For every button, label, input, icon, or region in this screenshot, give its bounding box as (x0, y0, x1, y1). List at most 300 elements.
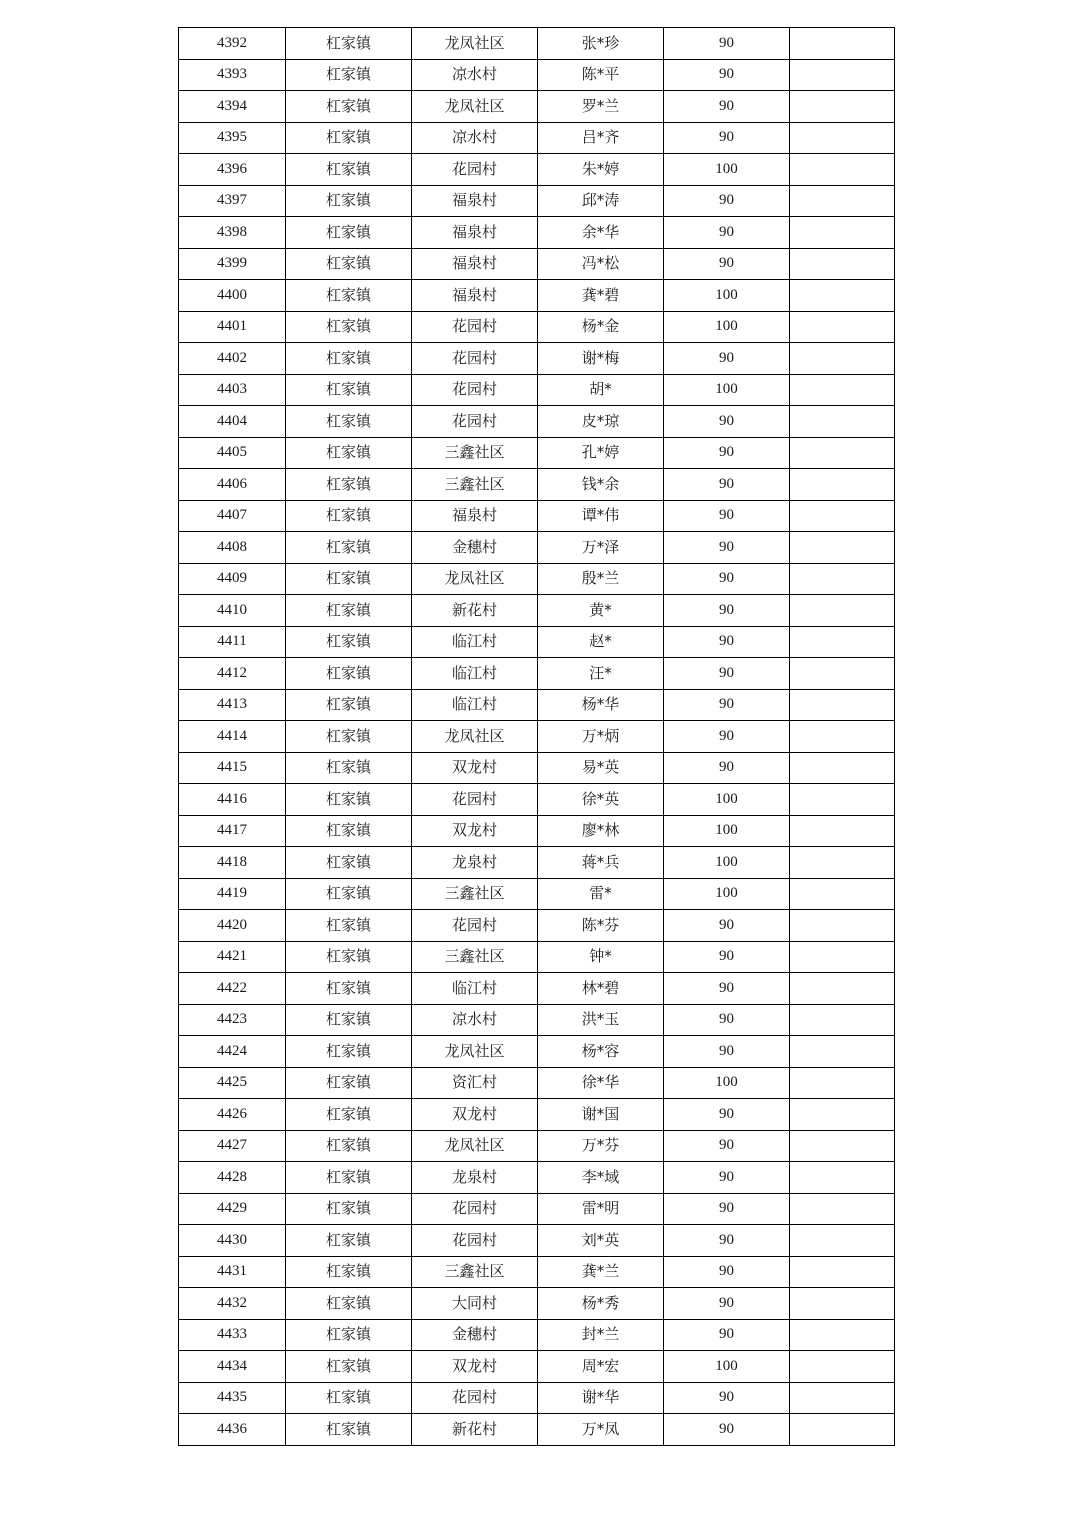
cell-serial-number: 4397 (179, 185, 286, 217)
cell-note (790, 1225, 895, 1257)
cell-serial-number: 4414 (179, 721, 286, 753)
cell-person-name: 洪*玉 (538, 1004, 664, 1036)
cell-person-name: 钱*余 (538, 469, 664, 501)
cell-person-name: 殷*兰 (538, 563, 664, 595)
table-row (179, 752, 895, 784)
cell-village: 三鑫社区 (412, 941, 538, 973)
cell-village: 龙凤社区 (412, 563, 538, 595)
cell-serial-number: 4417 (179, 815, 286, 847)
cell-town: 杠家镇 (286, 59, 412, 91)
cell-village: 福泉村 (412, 248, 538, 280)
cell-village: 新花村 (412, 595, 538, 627)
table-row (179, 563, 895, 595)
cell-note (790, 406, 895, 438)
cell-town: 杠家镇 (286, 280, 412, 312)
cell-person-name: 钟* (538, 941, 664, 973)
cell-note (790, 910, 895, 942)
cell-town: 杠家镇 (286, 626, 412, 658)
cell-village: 龙凤社区 (412, 28, 538, 60)
cell-person-name: 周*宏 (538, 1351, 664, 1383)
cell-note (790, 1162, 895, 1194)
cell-amount: 90 (664, 689, 790, 721)
cell-note (790, 1193, 895, 1225)
cell-village: 三鑫社区 (412, 469, 538, 501)
cell-village: 双龙村 (412, 1099, 538, 1131)
cell-person-name: 杨*容 (538, 1036, 664, 1068)
cell-amount: 100 (664, 154, 790, 186)
cell-serial-number: 4413 (179, 689, 286, 721)
table-row (179, 1351, 895, 1383)
cell-amount: 90 (664, 91, 790, 123)
cell-note (790, 280, 895, 312)
cell-person-name: 杨*华 (538, 689, 664, 721)
cell-serial-number: 4404 (179, 406, 286, 438)
table-row (179, 626, 895, 658)
cell-serial-number: 4433 (179, 1319, 286, 1351)
cell-amount: 90 (664, 248, 790, 280)
cell-person-name: 龚*兰 (538, 1256, 664, 1288)
cell-amount: 100 (664, 1067, 790, 1099)
cell-town: 杠家镇 (286, 1067, 412, 1099)
cell-serial-number: 4434 (179, 1351, 286, 1383)
cell-person-name: 余*华 (538, 217, 664, 249)
cell-serial-number: 4392 (179, 28, 286, 60)
cell-village: 双龙村 (412, 1351, 538, 1383)
cell-village: 龙泉村 (412, 1162, 538, 1194)
cell-village: 花园村 (412, 1225, 538, 1257)
cell-amount: 90 (664, 532, 790, 564)
table-row (179, 658, 895, 690)
cell-person-name: 杨*秀 (538, 1288, 664, 1320)
cell-town: 杠家镇 (286, 1193, 412, 1225)
cell-serial-number: 4405 (179, 437, 286, 469)
cell-village: 三鑫社区 (412, 437, 538, 469)
cell-person-name: 雷*明 (538, 1193, 664, 1225)
cell-amount: 90 (664, 1099, 790, 1131)
cell-note (790, 59, 895, 91)
cell-amount: 90 (664, 721, 790, 753)
cell-village: 福泉村 (412, 500, 538, 532)
cell-village: 花园村 (412, 1193, 538, 1225)
cell-town: 杠家镇 (286, 343, 412, 375)
cell-note (790, 437, 895, 469)
cell-town: 杠家镇 (286, 91, 412, 123)
cell-person-name: 皮*琼 (538, 406, 664, 438)
cell-serial-number: 4418 (179, 847, 286, 879)
cell-amount: 90 (664, 595, 790, 627)
cell-town: 杠家镇 (286, 973, 412, 1005)
cell-person-name: 谢*国 (538, 1099, 664, 1131)
cell-person-name: 张*珍 (538, 28, 664, 60)
cell-village: 福泉村 (412, 280, 538, 312)
cell-amount: 100 (664, 280, 790, 312)
cell-village: 金穗村 (412, 532, 538, 564)
cell-amount: 100 (664, 1351, 790, 1383)
cell-town: 杠家镇 (286, 1130, 412, 1162)
table-row (179, 374, 895, 406)
cell-person-name: 万*芬 (538, 1130, 664, 1162)
cell-town: 杠家镇 (286, 248, 412, 280)
cell-person-name: 谭*伟 (538, 500, 664, 532)
table-row (179, 469, 895, 501)
cell-person-name: 孔*婷 (538, 437, 664, 469)
cell-note (790, 973, 895, 1005)
cell-village: 龙凤社区 (412, 1130, 538, 1162)
table-row (179, 28, 895, 60)
cell-person-name: 廖*林 (538, 815, 664, 847)
cell-serial-number: 4416 (179, 784, 286, 816)
cell-person-name: 徐*英 (538, 784, 664, 816)
cell-town: 杠家镇 (286, 595, 412, 627)
subsidy-list-table (178, 27, 895, 1446)
cell-village: 新花村 (412, 1414, 538, 1446)
cell-village: 花园村 (412, 910, 538, 942)
table-row (179, 784, 895, 816)
table-row (179, 1382, 895, 1414)
cell-note (790, 689, 895, 721)
cell-town: 杠家镇 (286, 1036, 412, 1068)
table-row (179, 815, 895, 847)
cell-town: 杠家镇 (286, 721, 412, 753)
cell-amount: 90 (664, 59, 790, 91)
cell-note (790, 563, 895, 595)
cell-amount: 90 (664, 626, 790, 658)
cell-amount: 100 (664, 784, 790, 816)
cell-village: 三鑫社区 (412, 1256, 538, 1288)
cell-amount: 90 (664, 343, 790, 375)
cell-village: 福泉村 (412, 217, 538, 249)
cell-serial-number: 4396 (179, 154, 286, 186)
cell-person-name: 谢*梅 (538, 343, 664, 375)
cell-amount: 90 (664, 1130, 790, 1162)
cell-amount: 100 (664, 878, 790, 910)
cell-amount: 90 (664, 122, 790, 154)
cell-note (790, 500, 895, 532)
cell-person-name: 胡* (538, 374, 664, 406)
cell-note (790, 658, 895, 690)
cell-town: 杠家镇 (286, 500, 412, 532)
cell-town: 杠家镇 (286, 1288, 412, 1320)
cell-person-name: 汪* (538, 658, 664, 690)
cell-note (790, 532, 895, 564)
cell-person-name: 万*泽 (538, 532, 664, 564)
cell-town: 杠家镇 (286, 1099, 412, 1131)
cell-serial-number: 4419 (179, 878, 286, 910)
cell-town: 杠家镇 (286, 122, 412, 154)
cell-village: 临江村 (412, 973, 538, 1005)
cell-amount: 90 (664, 1225, 790, 1257)
table-row (179, 311, 895, 343)
cell-amount: 100 (664, 815, 790, 847)
cell-amount: 100 (664, 847, 790, 879)
cell-town: 杠家镇 (286, 1225, 412, 1257)
cell-person-name: 陈*平 (538, 59, 664, 91)
cell-amount: 90 (664, 752, 790, 784)
cell-serial-number: 4423 (179, 1004, 286, 1036)
cell-person-name: 徐*华 (538, 1067, 664, 1099)
cell-serial-number: 4421 (179, 941, 286, 973)
cell-village: 龙凤社区 (412, 1036, 538, 1068)
cell-village: 花园村 (412, 374, 538, 406)
cell-note (790, 1004, 895, 1036)
table-row (179, 280, 895, 312)
cell-amount: 90 (664, 1288, 790, 1320)
cell-serial-number: 4400 (179, 280, 286, 312)
cell-note (790, 1036, 895, 1068)
cell-town: 杠家镇 (286, 815, 412, 847)
cell-note (790, 1099, 895, 1131)
cell-town: 杠家镇 (286, 532, 412, 564)
cell-serial-number: 4436 (179, 1414, 286, 1446)
table-row (179, 59, 895, 91)
cell-serial-number: 4395 (179, 122, 286, 154)
cell-amount: 90 (664, 1004, 790, 1036)
cell-note (790, 815, 895, 847)
cell-amount: 90 (664, 910, 790, 942)
cell-note (790, 248, 895, 280)
cell-serial-number: 4425 (179, 1067, 286, 1099)
cell-person-name: 冯*松 (538, 248, 664, 280)
table-row (179, 847, 895, 879)
cell-amount: 90 (664, 1193, 790, 1225)
cell-serial-number: 4432 (179, 1288, 286, 1320)
cell-person-name: 赵* (538, 626, 664, 658)
cell-note (790, 28, 895, 60)
table-row (179, 878, 895, 910)
table-row (179, 595, 895, 627)
cell-note (790, 752, 895, 784)
cell-serial-number: 4409 (179, 563, 286, 595)
table-row (179, 343, 895, 375)
cell-village: 花园村 (412, 311, 538, 343)
cell-town: 杠家镇 (286, 1319, 412, 1351)
cell-village: 金穗村 (412, 1319, 538, 1351)
table-row (179, 1036, 895, 1068)
cell-town: 杠家镇 (286, 1351, 412, 1383)
cell-village: 临江村 (412, 689, 538, 721)
cell-serial-number: 4401 (179, 311, 286, 343)
table-row (179, 721, 895, 753)
table-row (179, 1193, 895, 1225)
cell-note (790, 1256, 895, 1288)
cell-village: 福泉村 (412, 185, 538, 217)
table-row (179, 91, 895, 123)
cell-serial-number: 4398 (179, 217, 286, 249)
cell-person-name: 陈*芬 (538, 910, 664, 942)
cell-serial-number: 4412 (179, 658, 286, 690)
cell-serial-number: 4429 (179, 1193, 286, 1225)
cell-person-name: 蒋*兵 (538, 847, 664, 879)
cell-amount: 90 (664, 185, 790, 217)
cell-amount: 90 (664, 941, 790, 973)
table-row (179, 437, 895, 469)
cell-town: 杠家镇 (286, 311, 412, 343)
cell-village: 花园村 (412, 1382, 538, 1414)
cell-person-name: 封*兰 (538, 1319, 664, 1351)
table-body (179, 28, 895, 1446)
cell-amount: 90 (664, 1256, 790, 1288)
cell-town: 杠家镇 (286, 374, 412, 406)
cell-serial-number: 4393 (179, 59, 286, 91)
cell-amount: 90 (664, 1319, 790, 1351)
cell-village: 龙凤社区 (412, 91, 538, 123)
cell-person-name: 杨*金 (538, 311, 664, 343)
cell-town: 杠家镇 (286, 469, 412, 501)
cell-town: 杠家镇 (286, 1004, 412, 1036)
cell-amount: 90 (664, 437, 790, 469)
table-row (179, 1414, 895, 1446)
cell-village: 临江村 (412, 658, 538, 690)
cell-village: 资汇村 (412, 1067, 538, 1099)
cell-village: 大同村 (412, 1288, 538, 1320)
cell-village: 龙凤社区 (412, 721, 538, 753)
table-row (179, 1225, 895, 1257)
table-row (179, 1130, 895, 1162)
cell-town: 杠家镇 (286, 784, 412, 816)
cell-note (790, 217, 895, 249)
table-row (179, 248, 895, 280)
cell-person-name: 林*碧 (538, 973, 664, 1005)
cell-note (790, 1130, 895, 1162)
cell-serial-number: 4410 (179, 595, 286, 627)
cell-person-name: 朱*婷 (538, 154, 664, 186)
cell-village: 龙泉村 (412, 847, 538, 879)
cell-town: 杠家镇 (286, 878, 412, 910)
cell-note (790, 1319, 895, 1351)
cell-village: 花园村 (412, 784, 538, 816)
cell-amount: 90 (664, 469, 790, 501)
cell-amount: 90 (664, 563, 790, 595)
cell-person-name: 谢*华 (538, 1382, 664, 1414)
cell-serial-number: 4407 (179, 500, 286, 532)
cell-person-name: 雷* (538, 878, 664, 910)
table-row (179, 1067, 895, 1099)
cell-serial-number: 4420 (179, 910, 286, 942)
cell-serial-number: 4415 (179, 752, 286, 784)
cell-town: 杠家镇 (286, 658, 412, 690)
table-row (179, 1288, 895, 1320)
cell-amount: 90 (664, 28, 790, 60)
cell-town: 杠家镇 (286, 437, 412, 469)
cell-person-name: 万*凤 (538, 1414, 664, 1446)
table-row (179, 973, 895, 1005)
cell-note (790, 1067, 895, 1099)
cell-note (790, 878, 895, 910)
cell-village: 凉水村 (412, 59, 538, 91)
cell-note (790, 721, 895, 753)
table-row (179, 217, 895, 249)
cell-village: 双龙村 (412, 815, 538, 847)
table-row (179, 1256, 895, 1288)
cell-town: 杠家镇 (286, 1414, 412, 1446)
cell-amount: 90 (664, 500, 790, 532)
cell-person-name: 刘*英 (538, 1225, 664, 1257)
cell-town: 杠家镇 (286, 28, 412, 60)
table-row (179, 185, 895, 217)
cell-amount: 90 (664, 1382, 790, 1414)
cell-note (790, 784, 895, 816)
cell-amount: 90 (664, 1414, 790, 1446)
cell-town: 杠家镇 (286, 1256, 412, 1288)
cell-person-name: 易*英 (538, 752, 664, 784)
cell-note (790, 374, 895, 406)
cell-person-name: 邱*涛 (538, 185, 664, 217)
cell-amount: 90 (664, 1036, 790, 1068)
cell-serial-number: 4435 (179, 1382, 286, 1414)
cell-town: 杠家镇 (286, 847, 412, 879)
cell-amount: 90 (664, 973, 790, 1005)
cell-serial-number: 4427 (179, 1130, 286, 1162)
cell-town: 杠家镇 (286, 1162, 412, 1194)
cell-village: 花园村 (412, 343, 538, 375)
cell-note (790, 1414, 895, 1446)
cell-town: 杠家镇 (286, 217, 412, 249)
cell-note (790, 941, 895, 973)
cell-amount: 90 (664, 217, 790, 249)
cell-town: 杠家镇 (286, 910, 412, 942)
cell-serial-number: 4426 (179, 1099, 286, 1131)
cell-note (790, 185, 895, 217)
table-row (179, 1004, 895, 1036)
cell-note (790, 1382, 895, 1414)
cell-note (790, 91, 895, 123)
cell-village: 凉水村 (412, 122, 538, 154)
table-row (179, 406, 895, 438)
cell-serial-number: 4428 (179, 1162, 286, 1194)
cell-note (790, 1351, 895, 1383)
cell-person-name: 吕*齐 (538, 122, 664, 154)
cell-serial-number: 4431 (179, 1256, 286, 1288)
cell-amount: 100 (664, 311, 790, 343)
table-row (179, 941, 895, 973)
cell-amount: 90 (664, 658, 790, 690)
cell-serial-number: 4403 (179, 374, 286, 406)
cell-village: 花园村 (412, 406, 538, 438)
cell-serial-number: 4424 (179, 1036, 286, 1068)
cell-note (790, 311, 895, 343)
table-row (179, 1162, 895, 1194)
cell-serial-number: 4399 (179, 248, 286, 280)
cell-town: 杠家镇 (286, 689, 412, 721)
cell-town: 杠家镇 (286, 941, 412, 973)
cell-note (790, 343, 895, 375)
cell-village: 临江村 (412, 626, 538, 658)
table-row (179, 910, 895, 942)
cell-village: 花园村 (412, 154, 538, 186)
table-row (179, 122, 895, 154)
cell-note (790, 1288, 895, 1320)
table-row (179, 1319, 895, 1351)
cell-serial-number: 4402 (179, 343, 286, 375)
cell-serial-number: 4411 (179, 626, 286, 658)
cell-person-name: 龚*碧 (538, 280, 664, 312)
table-row (179, 1099, 895, 1131)
cell-amount: 90 (664, 1162, 790, 1194)
cell-person-name: 罗*兰 (538, 91, 664, 123)
table-row (179, 532, 895, 564)
cell-town: 杠家镇 (286, 185, 412, 217)
cell-village: 双龙村 (412, 752, 538, 784)
cell-person-name: 李*域 (538, 1162, 664, 1194)
cell-town: 杠家镇 (286, 752, 412, 784)
table-row (179, 500, 895, 532)
cell-serial-number: 4422 (179, 973, 286, 1005)
cell-note (790, 626, 895, 658)
table-row (179, 689, 895, 721)
cell-town: 杠家镇 (286, 563, 412, 595)
cell-person-name: 万*炳 (538, 721, 664, 753)
cell-note (790, 122, 895, 154)
